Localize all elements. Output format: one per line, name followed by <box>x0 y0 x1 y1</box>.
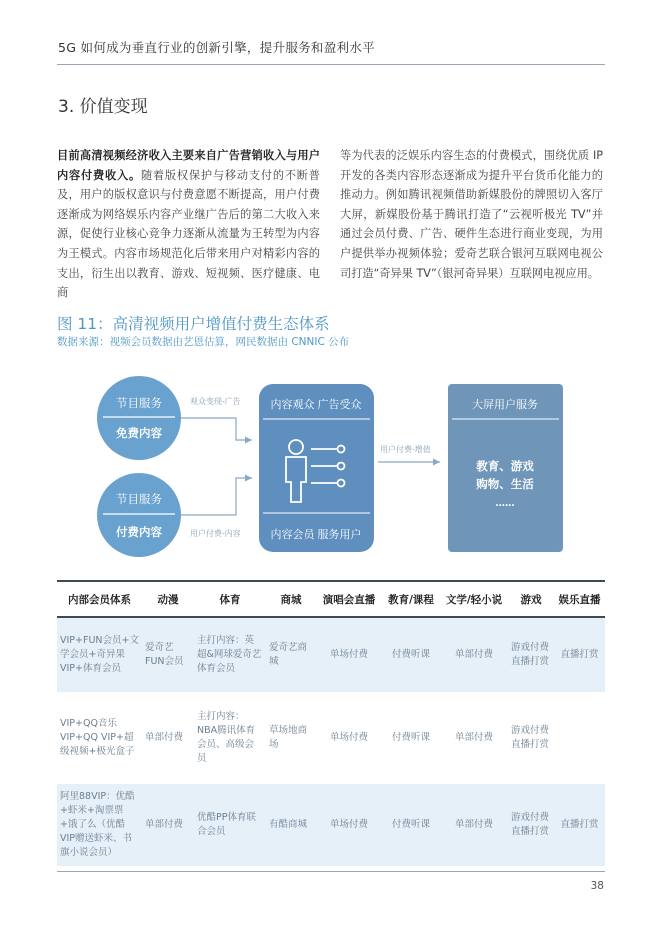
body-text-left: 随着版权保护与移动支付的不断普及，用户的版权意识与付费意愿不断提高，用户付费逐渐成为网络娱乐内容产业继广告后的第二大收入来源，促使行业核心竞争力逐渐从流量为王转型为内容为王模式。内容市场规范化后带来用户对精彩内容的支出，衍生出以教育、游戏、短视频、医疗健康、电商 <box>57 168 320 300</box>
col-header: 演唱会直播 <box>316 581 382 617</box>
center-audience-box <box>259 384 374 552</box>
col-header: 娱乐直播 <box>554 581 605 617</box>
table-cell: 单场付费 <box>316 784 382 866</box>
section-title: 3. 价值变现 <box>58 97 148 117</box>
table-cell: 直播打赏 <box>554 784 605 866</box>
right-box-title: 大屏用户服务 <box>472 399 538 411</box>
table-cell: 主打内容：英超&网球爱奇艺体育会员 <box>194 617 266 692</box>
node-bottom-sub: 付费内容 <box>116 527 162 539</box>
body-column-right <box>340 146 603 283</box>
table-cell: 直播打赏 <box>554 617 605 692</box>
edge-value-added <box>378 444 440 462</box>
node-paid-content <box>97 473 181 557</box>
table-cell: 付费听课 <box>382 617 440 692</box>
table-cell: 单部付费 <box>440 784 508 866</box>
table-header-row <box>57 581 605 617</box>
col-header: 游戏 <box>508 581 554 617</box>
right-line-1: 教育、游戏 <box>476 461 534 473</box>
right-line-2: 购物、生活 <box>476 479 534 491</box>
footer-divider <box>57 871 605 872</box>
table-cell: 优酷PP体育联合会员 <box>194 784 266 866</box>
table-cell: VIP+FUN会员+文学会员+奇异果VIP+体育会员 <box>57 617 142 692</box>
table-cell: 付费听课 <box>382 692 440 784</box>
col-header: 文学/轻小说 <box>440 581 508 617</box>
table-cell: 付费听课 <box>382 784 440 866</box>
header-divider <box>57 64 605 65</box>
table-cell: 爱奇艺商城 <box>266 617 316 692</box>
lead-sentence: 目前高清视频经济收入主要来自广告营销收入与用户内容付费收入。 <box>57 149 320 182</box>
table-cell: 单场付费 <box>316 692 382 784</box>
edge-bottom-label: 用户付费-内容 <box>190 529 241 538</box>
table-cell <box>554 692 605 784</box>
membership-table <box>57 580 605 866</box>
table-cell: 单部付费 <box>142 692 194 784</box>
table-row <box>57 784 605 866</box>
col-header: 商城 <box>266 581 316 617</box>
table-cell: 游戏付费直播打赏 <box>508 692 554 784</box>
table-row <box>57 692 605 784</box>
col-header: 教育/课程 <box>382 581 440 617</box>
table-cell: 草场地商场 <box>266 692 316 784</box>
bigscreen-service-box <box>448 384 563 552</box>
table-cell: VIP+QQ音乐VIP+QQ VIP+超级视频+极光盒子 <box>57 692 142 784</box>
edge-content-payment <box>181 478 252 538</box>
body-text-right: 等为代表的泛娱乐内容生态的付费模式，围绕优质 IP 开发的各类内容形态逐渐成为提升平台货币化能力的推动力。例如腾讯视频借助新媒股份的牌照切入客厅大屏，新媒股份基于腾讯打造了“云视听极光 TV”并通过会员付费、广告、硬件生态进行商业变现，为用户提供举办视频体验；爱奇艺联合银河互联网电视公司打造“奇异果 TV”（银河奇异果）互联网电视应用。 <box>340 149 603 280</box>
edge-top-label: 观众变现-广告 <box>190 397 241 406</box>
table-cell: 游戏付费直播打赏 <box>508 784 554 866</box>
center-top-label: 内容观众 广告受众 <box>270 399 362 411</box>
table-cell: 游戏付费直播打赏 <box>508 617 554 692</box>
node-bottom-label: 节目服务 <box>116 494 162 506</box>
edge-ad-monetization <box>181 396 252 440</box>
table-cell: 阿里88VIP：优酷+虾米+淘票票+饿了么（优酷VIP赠送虾米、书旗小说会员） <box>57 784 142 866</box>
figure-title: 图 11：高清视频用户增值付费生态体系 <box>57 315 330 333</box>
node-top-sub: 免费内容 <box>116 428 162 440</box>
table-cell: 爱奇艺FUN会员 <box>142 617 194 692</box>
edge-right-label: 用户付费-增值 <box>380 445 431 454</box>
table-cell: 有酷商城 <box>266 784 316 866</box>
table-cell: 单部付费 <box>142 784 194 866</box>
col-header: 动漫 <box>142 581 194 617</box>
figure-source: 数据来源：视频会员数据由艺恩估算，网民数据由 CNNIC 公布 <box>57 336 350 348</box>
node-top-label: 节目服务 <box>116 398 162 410</box>
node-free-content <box>97 376 181 460</box>
table-cell: 主打内容：NBA腾讯体育会员、高级会员 <box>194 692 266 784</box>
body-column-left <box>57 146 320 303</box>
table-cell: 单部付费 <box>440 692 508 784</box>
col-header: 体育 <box>194 581 266 617</box>
page-number: 38 <box>590 880 604 892</box>
right-line-3: ...... <box>495 497 515 509</box>
center-bottom-label: 内容会员 服务用户 <box>270 529 362 541</box>
table-cell: 单场付费 <box>316 617 382 692</box>
running-header: 5G 如何成为垂直行业的创新引擎，提升服务和盈利水平 <box>58 40 375 55</box>
col-header: 内部会员体系 <box>57 581 142 617</box>
table-row <box>57 617 605 692</box>
table-cell: 单部付费 <box>440 617 508 692</box>
